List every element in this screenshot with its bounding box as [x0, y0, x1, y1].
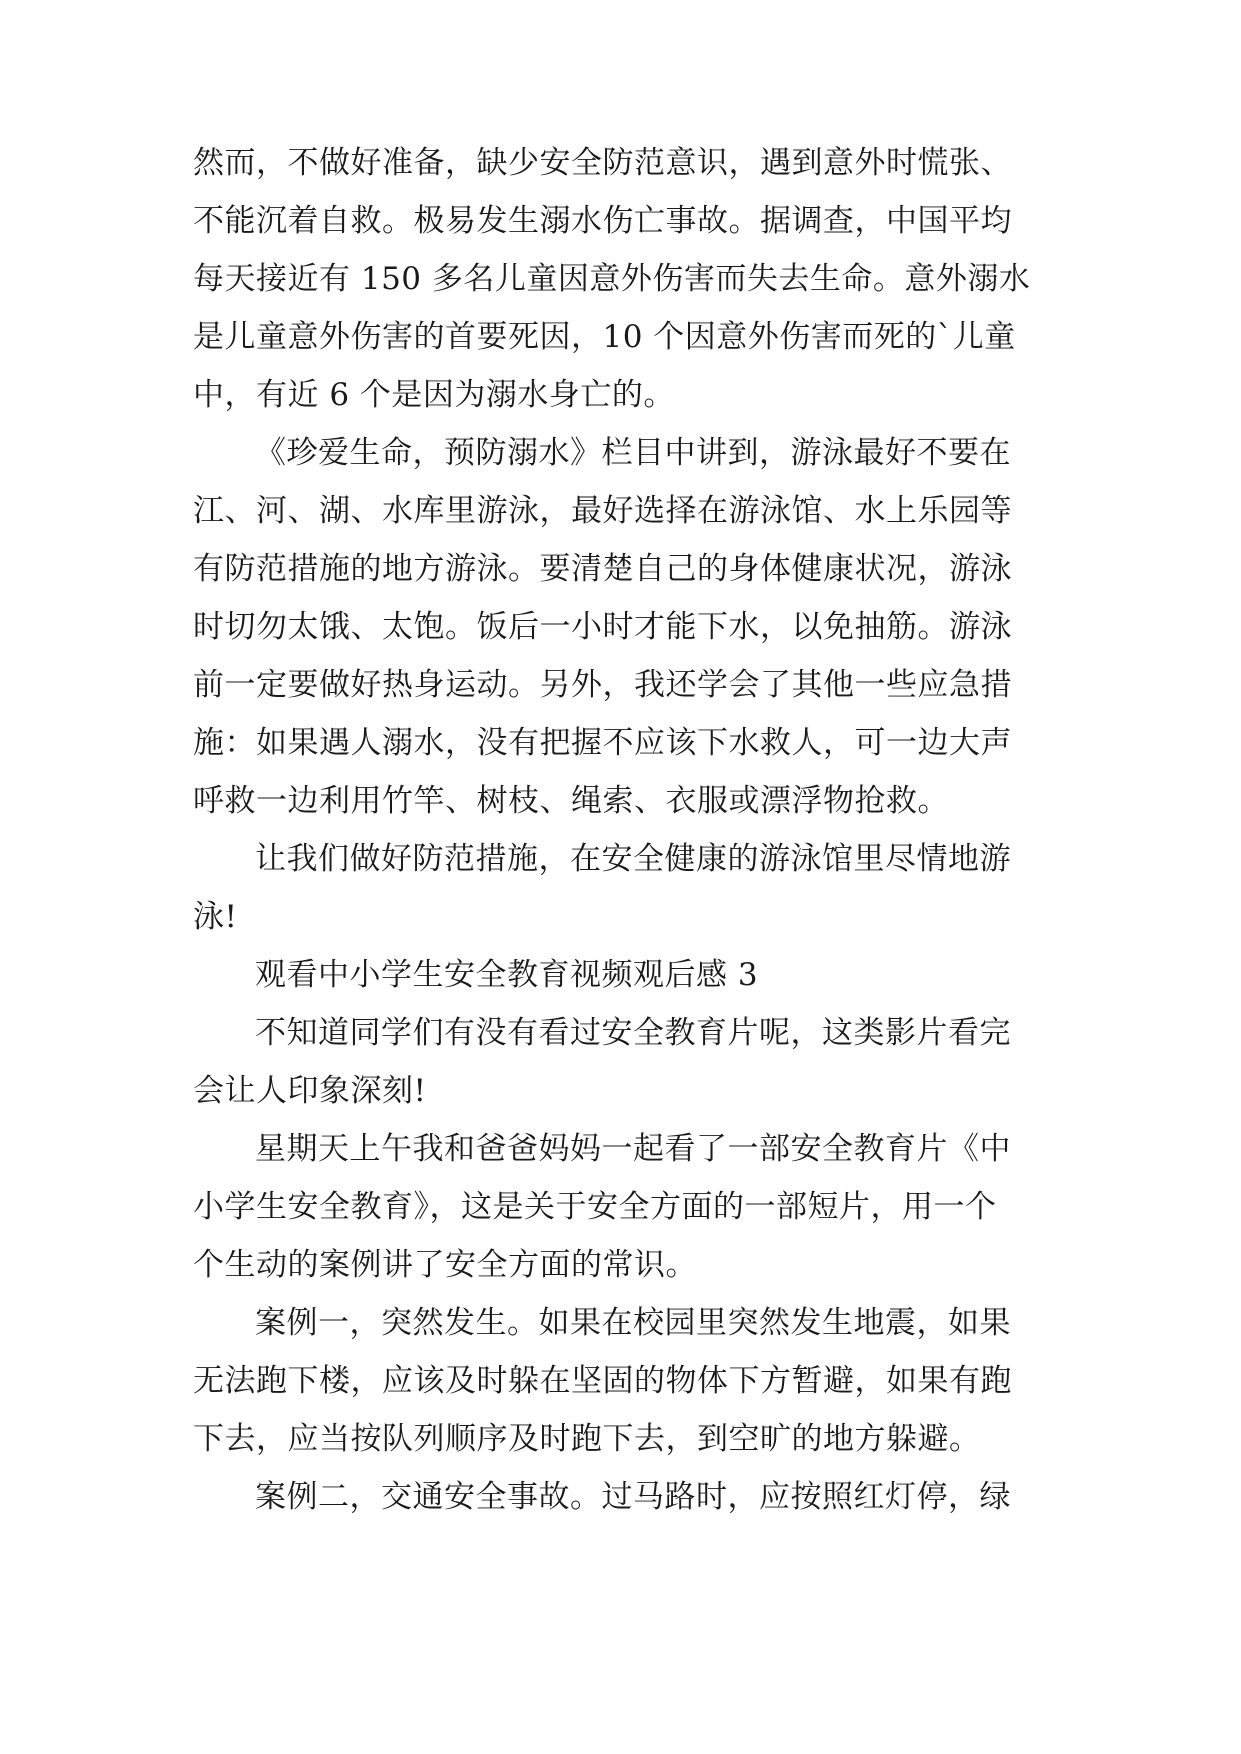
paragraph-1-line-1: 然而，不做好准备，缺少安全防范意识，遇到意外时慌张、 [193, 145, 1012, 181]
paragraph-2-line-1: 《珍爱生命，预防溺水》栏目中讲到，游泳最好不要在 [255, 435, 1011, 471]
paragraph-1-line-4: 是儿童意外伤害的首要死因，10 个因意外伤害而死的`儿童 [193, 319, 1016, 355]
paragraph-2-line-2: 江、河、湖、水库里游泳，最好选择在游泳馆、水上乐园等 [193, 493, 1012, 529]
paragraph-4-line-1: 不知道同学们有没有看过安全教育片呢，这类影片看完 [255, 1015, 1011, 1051]
paragraph-5-line-3: 个生动的案例讲了安全方面的常识。 [193, 1247, 697, 1283]
paragraph-2-line-7: 呼救一边利用竹竿、树枝、绳索、衣服或漂浮物抢救。 [193, 783, 949, 819]
paragraph-2-line-5: 前一定要做好热身运动。另外，我还学会了其他一些应急措 [193, 667, 1012, 703]
paragraph-1-line-2: 不能沉着自救。极易发生溺水伤亡事故。据调查，中国平均 [193, 203, 1012, 239]
paragraph-2-line-4: 时切勿太饿、太饱。饭后一小时才能下水，以免抽筋。游泳 [193, 609, 1012, 645]
section-title: 观看中小学生安全教育视频观后感 3 [255, 957, 759, 993]
paragraph-1-line-5: 中，有近 6 个是因为溺水身亡的。 [193, 377, 675, 413]
paragraph-3-line-2: 泳! [193, 899, 238, 935]
paragraph-6-line-2: 无法跑下楼，应该及时躲在坚固的物体下方暂避，如果有跑 [193, 1363, 1012, 1399]
paragraph-3-line-1: 让我们做好防范措施，在安全健康的游泳馆里尽情地游 [255, 841, 1011, 877]
paragraph-5-line-1: 星期天上午我和爸爸妈妈一起看了一部安全教育片《中 [255, 1131, 1011, 1167]
paragraph-6-line-1: 案例一，突然发生。如果在校园里突然发生地震，如果 [255, 1305, 1011, 1341]
paragraph-4-line-2: 会让人印象深刻! [193, 1073, 427, 1109]
paragraph-2-line-3: 有防范措施的地方游泳。要清楚自己的身体健康状况，游泳 [193, 551, 1012, 587]
paragraph-2-line-6: 施：如果遇人溺水，没有把握不应该下水救人，可一边大声 [193, 725, 1012, 761]
paragraph-6-line-3: 下去，应当按队列顺序及时跑下去，到空旷的地方躲避。 [193, 1421, 981, 1457]
paragraph-7-line-1: 案例二，交通安全事故。过马路时，应按照红灯停，绿 [255, 1479, 1011, 1515]
paragraph-5-line-2: 小学生安全教育》，这是关于安全方面的一部短片，用一个 [193, 1189, 997, 1225]
paragraph-1-line-3: 每天接近有 150 多名儿童因意外伤害而失去生命。意外溺水 [193, 261, 1031, 297]
